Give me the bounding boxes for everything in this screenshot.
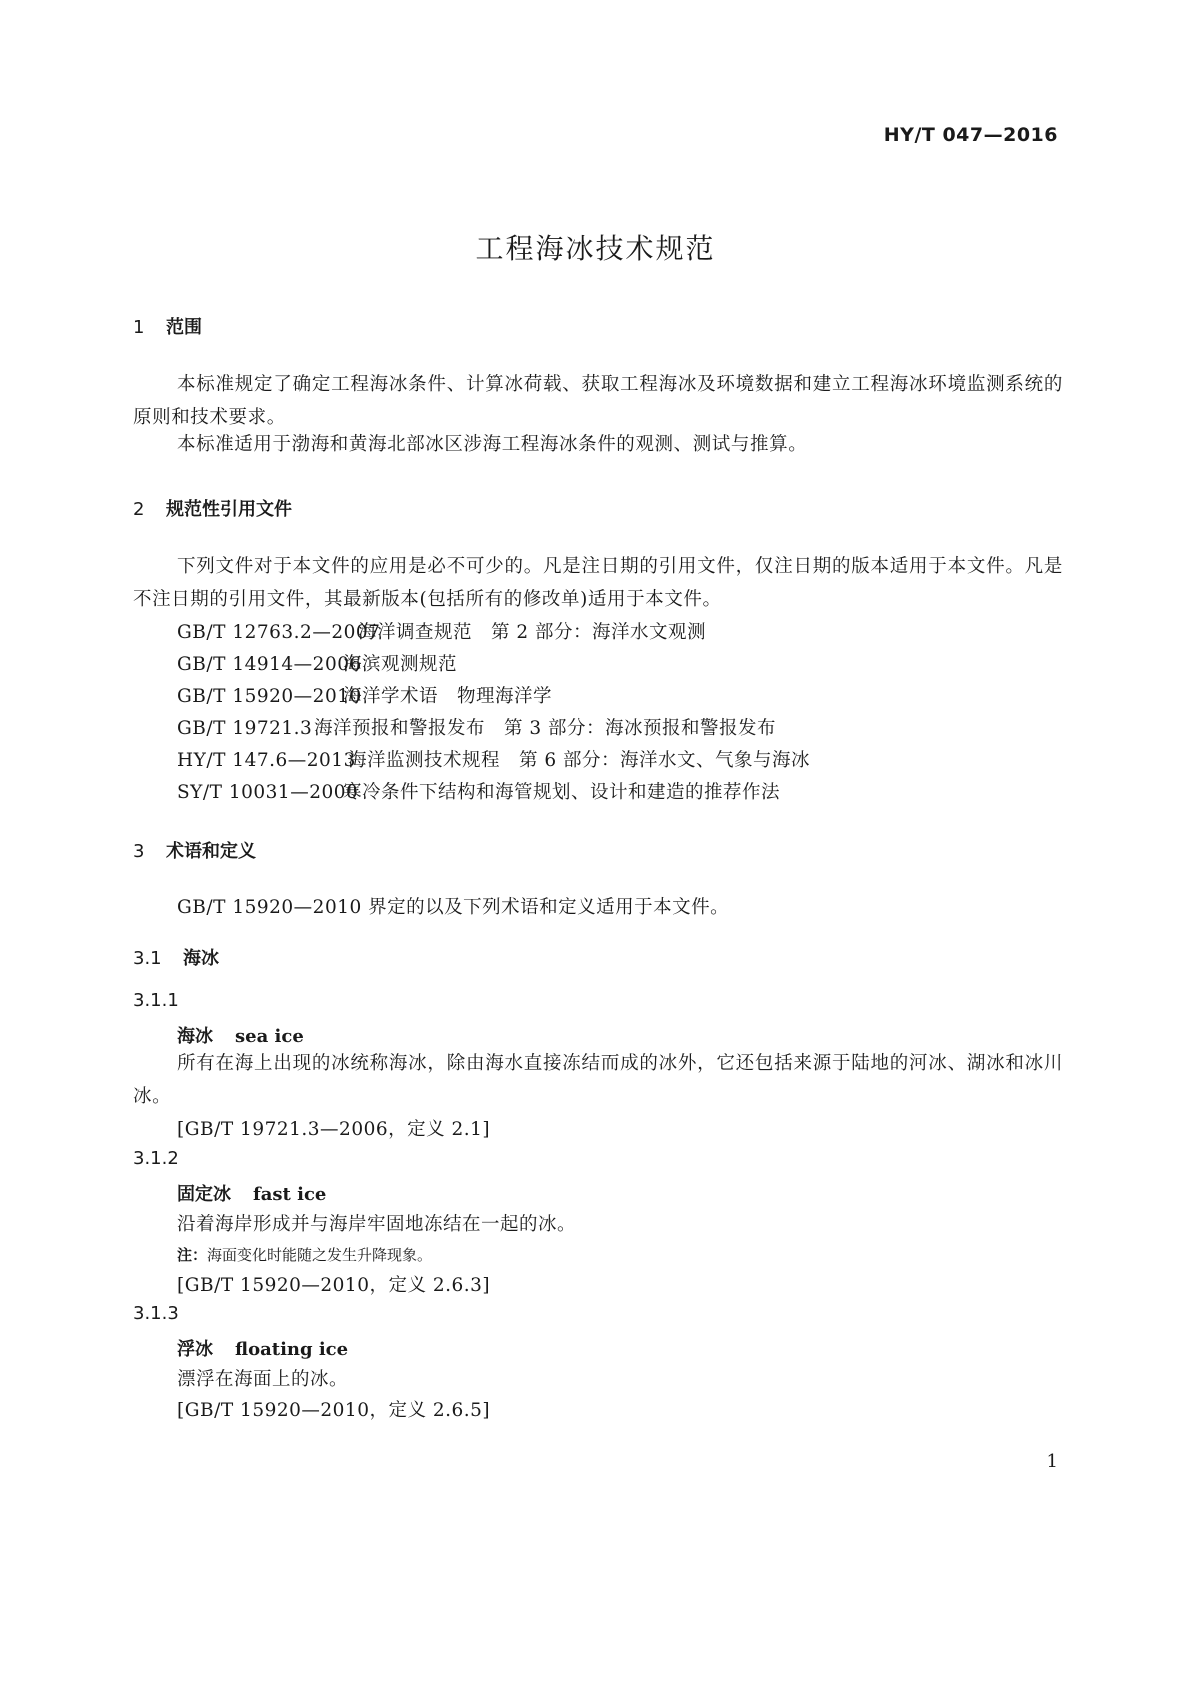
term-zh: 固定冰 (177, 1184, 231, 1205)
standard-number: HY/T 047—2016 (883, 124, 1058, 146)
term-en: sea ice (235, 1026, 304, 1047)
reference-title: 海洋监测技术规程 第 6 部分：海洋水文、气象与海冰 (348, 750, 811, 771)
reference-code: GB/T 15920—2010 (177, 686, 362, 707)
section-number: 3 (133, 841, 145, 862)
term-en: floating ice (235, 1339, 349, 1360)
term-heading (177, 1180, 326, 1206)
term-en: fast ice (253, 1184, 327, 1205)
section-title: 规范性引用文件 (166, 499, 292, 520)
page-number: 1 (1046, 1451, 1058, 1472)
reference-title: 海洋预报和警报发布 第 3 部分：海冰预报和警报发布 (314, 718, 777, 739)
reference-title: 海洋调查规范 第 2 部分：海洋水文观测 (358, 622, 707, 643)
reference-code: GB/T 14914—2006 (177, 654, 362, 675)
reference-item (177, 682, 552, 708)
reference-item (177, 746, 810, 772)
term-number: 3.1.1 (133, 990, 179, 1011)
section-3-intro: GB/T 15920—2010 界定的以及下列术语和定义适用于本文件。 (177, 897, 730, 918)
section-1-heading (133, 313, 202, 339)
term-heading (177, 1335, 348, 1361)
reference-item (177, 714, 776, 740)
term-zh: 海冰 (177, 1026, 213, 1047)
term-definition: 漂浮在海面上的冰。 (177, 1369, 349, 1390)
reference-item (177, 650, 457, 676)
term-zh: 浮冰 (177, 1339, 213, 1360)
term-source: [GB/T 15920—2010，定义 2.6.3] (177, 1275, 491, 1296)
section-1-paragraph-1: 本标准规定了确定工程海冰条件、计算冰荷载、获取工程海冰及环境数据和建立工程海冰环境监测系统的原则和技术要求。 (133, 374, 1063, 428)
subsection-title: 海冰 (183, 948, 219, 969)
term-heading (177, 1022, 304, 1048)
subsection-3-1-heading (133, 944, 219, 970)
term-number: 3.1.3 (133, 1303, 179, 1324)
term-definition: 所有在海上出现的冰统称海冰，除由海水直接冻结而成的冰外，它还包括来源于陆地的河冰、湖冰和冰川冰。 (133, 1053, 1063, 1107)
term-definition: 沿着海岸形成并与海岸牢固地冻结在一起的冰。 (177, 1214, 577, 1235)
document-title: 工程海冰技术规范 (475, 232, 716, 265)
reference-code: GB/T 19721.3 (177, 718, 313, 739)
section-title: 范围 (166, 317, 202, 338)
term-source: [GB/T 19721.3—2006，定义 2.1] (177, 1119, 491, 1140)
term-number: 3.1.2 (133, 1148, 179, 1169)
note-label: 注： (177, 1246, 208, 1264)
reference-code: GB/T 12763.2—2007 (177, 622, 381, 643)
reference-title: 海滨观测规范 (343, 654, 458, 675)
term-source: [GB/T 15920—2010，定义 2.6.5] (177, 1400, 491, 1421)
reference-item (177, 618, 706, 644)
subsection-number: 3.1 (133, 948, 162, 969)
section-number: 1 (133, 317, 145, 338)
section-1-paragraph-2: 本标准适用于渤海和黄海北部冰区涉海工程海冰条件的观测、测试与推算。 (177, 434, 808, 455)
section-2-intro: 下列文件对于本文件的应用是必不可少的。凡是注日期的引用文件，仅注日期的版本适用于本文件。凡是不注日期的引用文件，其最新版本(包括所有的修改单)适用于本文件。 (133, 556, 1063, 610)
section-title: 术语和定义 (166, 841, 256, 862)
section-2-heading (133, 495, 292, 521)
reference-title: 寒冷条件下结构和海管规划、设计和建造的推荐作法 (343, 782, 781, 803)
reference-code: SY/T 10031—2000 (177, 782, 359, 803)
reference-code: HY/T 147.6—2013 (177, 750, 356, 771)
reference-title: 海洋学术语 物理海洋学 (343, 686, 553, 707)
section-number: 2 (133, 499, 145, 520)
term-note (177, 1244, 432, 1265)
section-3-heading (133, 837, 256, 863)
reference-item (177, 778, 780, 804)
note-text: 海面变化时能随之发生升降现象。 (207, 1246, 433, 1264)
